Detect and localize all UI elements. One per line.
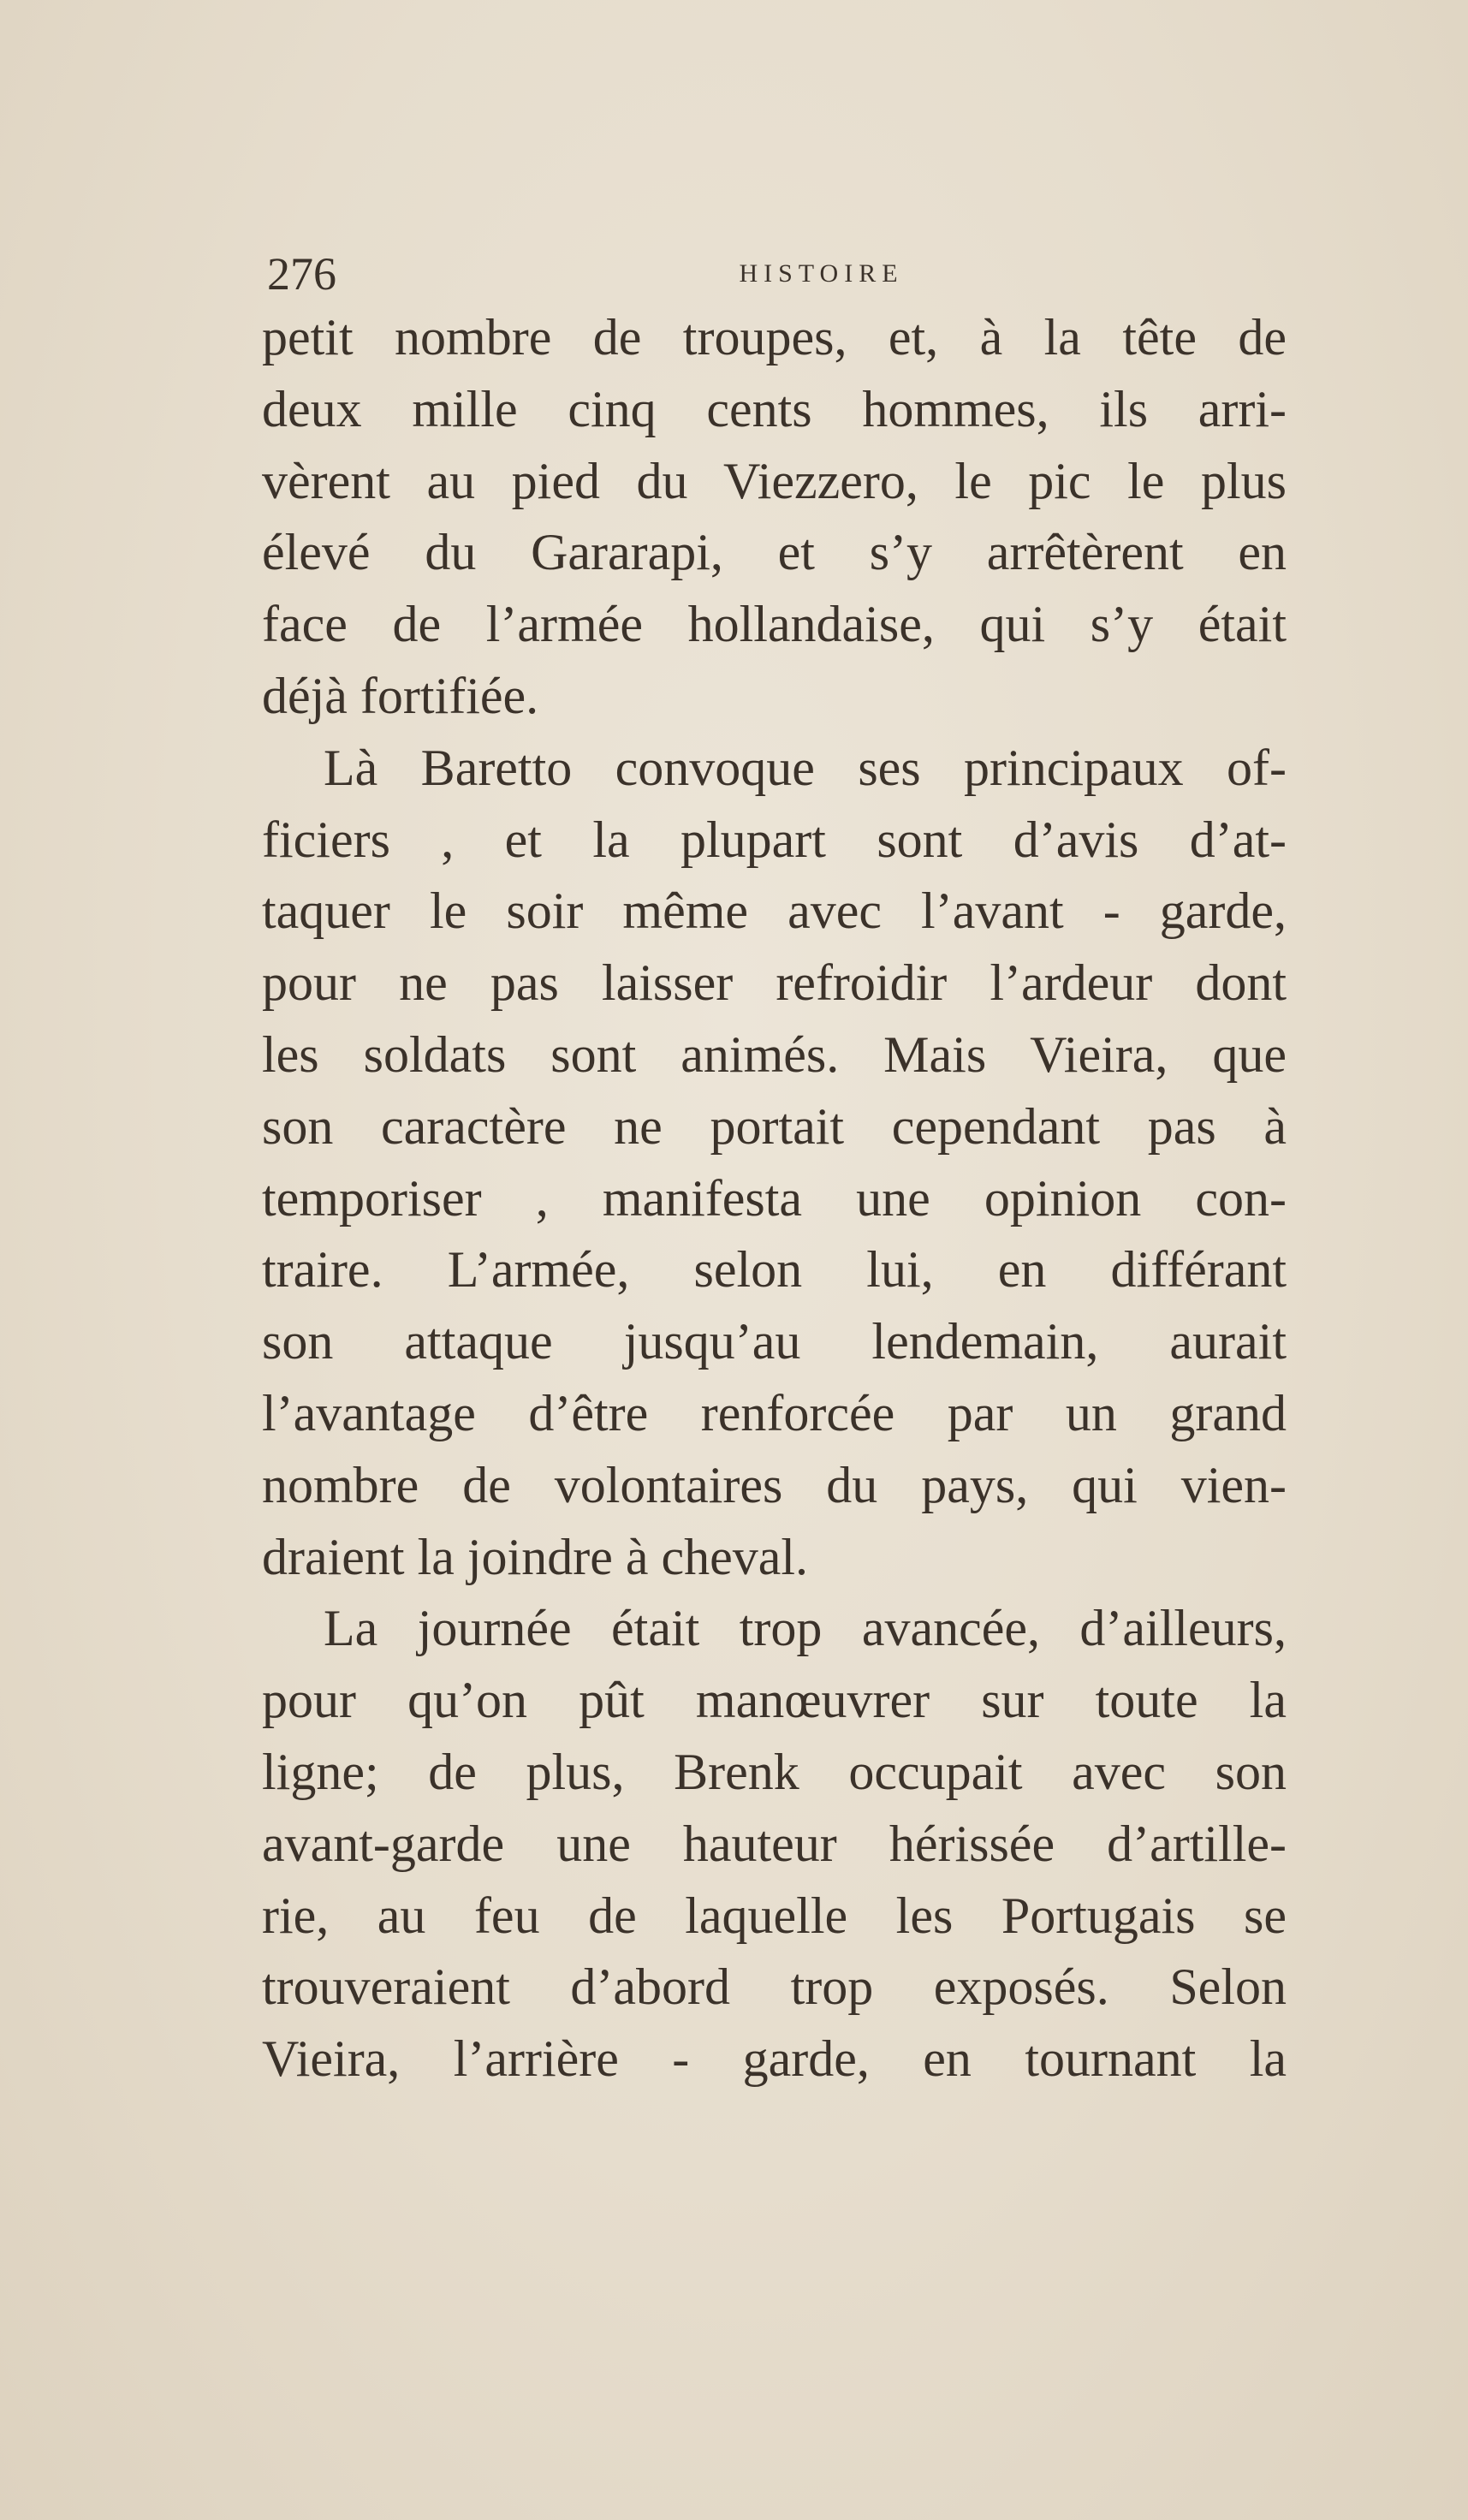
text-line: draient la joindre à cheval. [262, 1528, 809, 1585]
text-line: l’avantage d’être renforcée par un grand [262, 1385, 1287, 1441]
text-line: temporiser , manifesta une opinion con- [262, 1169, 1287, 1227]
page-number: 276 [267, 248, 336, 300]
text-line: nombre de volontaires du pays, qui vien- [262, 1456, 1287, 1513]
text-line: vèrent au pied du Viezzero, le pic le plus [262, 452, 1287, 509]
text-line: élevé du Gararapi, et s’y arrêtèrent en [262, 524, 1287, 581]
text-line: trouveraient d’abord trop exposés. Selon [262, 1958, 1287, 2016]
text-line: rie, au feu de laquelle les Portugais se [262, 1887, 1287, 1944]
text-line: pour qu’on pût manœuvrer sur toute la [262, 1672, 1287, 1729]
running-title: HISTOIRE [739, 259, 904, 288]
text-line: son attaque jusqu’au lendemain, aurait [262, 1313, 1287, 1370]
text-line: face de l’armée hollandaise, qui s’y était [262, 596, 1287, 653]
page-header [262, 248, 1287, 300]
text-line: pour ne pas laisser refroidir l’ardeur dont [262, 954, 1287, 1012]
text-line: Là Baretto convoque ses principaux of- [324, 739, 1287, 796]
text-line: ficiers , et la plupart sont d’avis d’at- [262, 811, 1287, 868]
text-line: les soldats sont animés. Mais Vieira, que [262, 1026, 1287, 1083]
text-line: taquer le soir même avec l’avant - garde, [262, 883, 1287, 940]
text-line: La journée était trop avancée, d’ailleurs, [324, 1600, 1287, 1657]
text-line: son caractère ne portait cependant pas à [262, 1097, 1287, 1155]
text-line: ligne; de plus, Brenk occupait avec son [262, 1744, 1287, 1800]
text-line: déjà fortifiée. [262, 668, 539, 724]
text-line: traire. L’armée, selon lui, en différant [262, 1241, 1287, 1299]
text-line: Vieira, l’arrière - garde, en tournant la [262, 2030, 1287, 2088]
text-line: deux mille cinq cents hommes, ils arri- [262, 380, 1287, 437]
text-line: avant-garde une hauteur hérissée d’artille- [262, 1815, 1287, 1872]
text-line: petit nombre de troupes, et, à la tête de [262, 309, 1287, 366]
